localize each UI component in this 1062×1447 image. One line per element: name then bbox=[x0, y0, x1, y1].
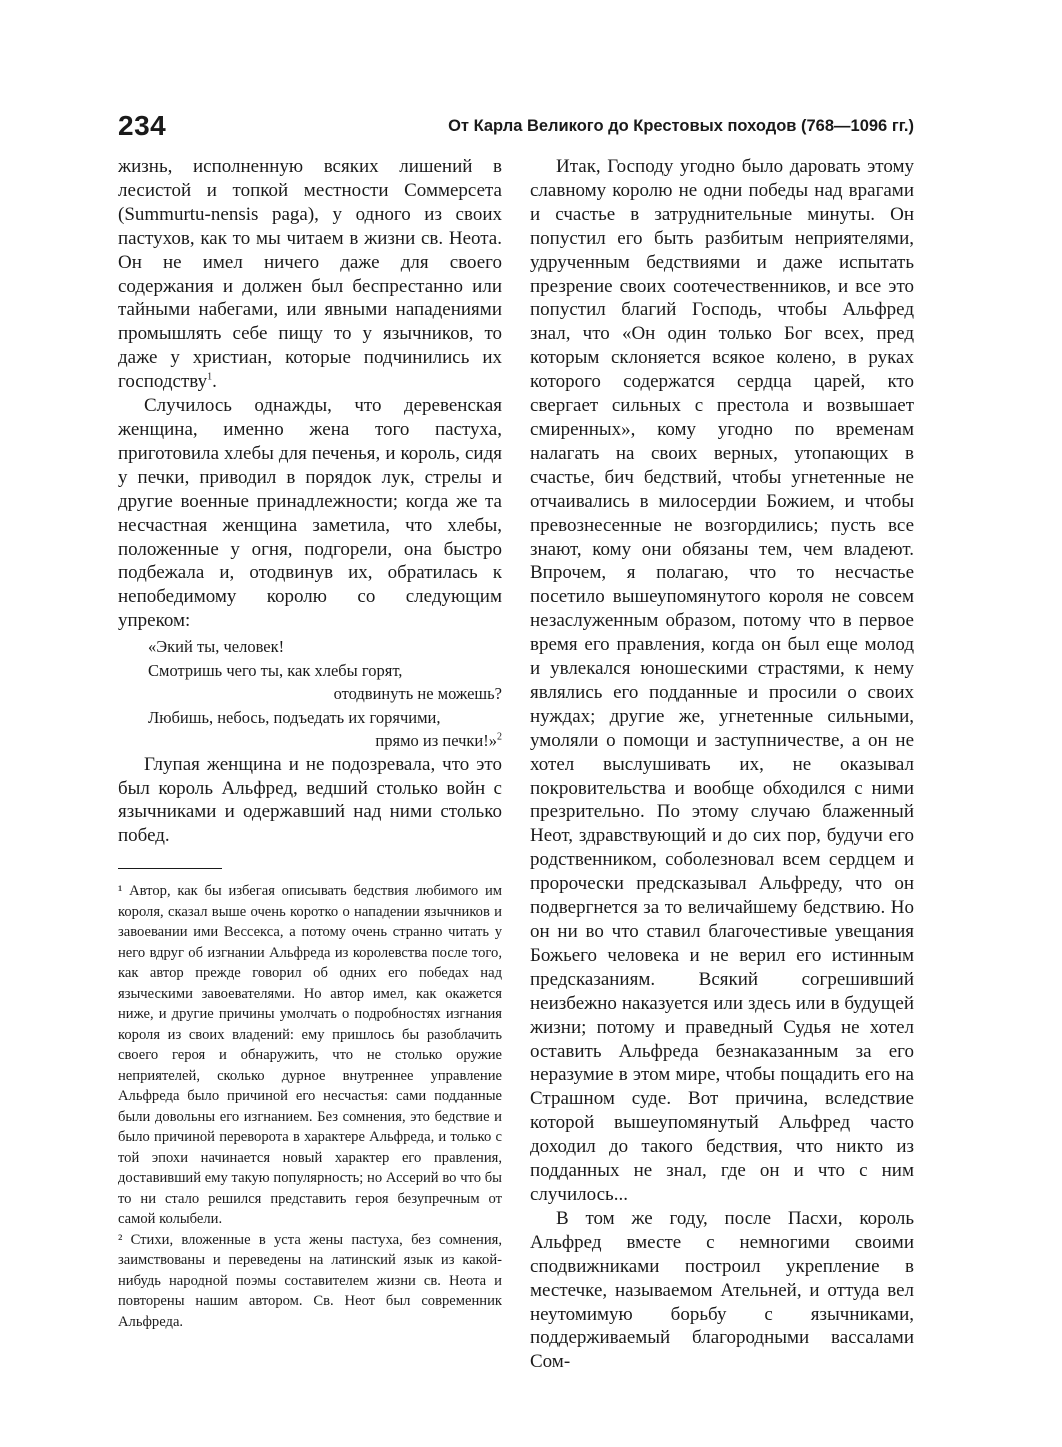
footnote-divider bbox=[118, 868, 222, 869]
paragraph: В том же году, после Пасхи, король Альфред вместе с немногими своими сподвижниками построил укрепление в местечке, называемом Ательней, и оттуда вел неутомимую борьбу с язычниками, поддерживаемый благородными вассалами Сом- bbox=[530, 1207, 914, 1373]
running-title: От Карла Великого до Крестовых походов (768—1096 гг.) bbox=[448, 117, 914, 135]
verse-text: прямо из печки!» bbox=[375, 731, 497, 751]
verse-line: Смотришь чего ты, как хлебы горят, bbox=[148, 660, 403, 680]
paragraph: Случилось однажды, что деревенская женщина, именно жена того пастуха, приготовила хлебы для печенья, и король, сидя у печки, приводил в порядок лук, стрелы и другие военные принадлежности; когда же та несчастная женщина заметила, что хлебы, положенные у огня, подгорели, она быстро подбежала и, отодвинув их, обратилась к непобедимому королю со следующим упреком: bbox=[118, 395, 502, 632]
paragraph: жизнь, исполненную всяких лишений в лесистой и топкой местности Соммерсета (Summurtu-nensis paga), у одного из своих пастухов, как то мы читаем в жизни св. Неота. Он не имел ничего даже для своего содержания и должен был беспрестанно или тайными набегами, или явными нападениями промышлять себе пищу то у язычников, то даже у христиан, которые подчинились их господству$^1$. bbox=[118, 156, 502, 393]
left-column bbox=[118, 155, 502, 1332]
paragraph-text: жизнь, исполненную всяких лишений в лесистой и топкой местности Соммерсета (Summurtu-nensis paga), у одного из своих пастухов, как то мы читаем в жизни св. Неота. Он не имел ничего даже для своего содержания и должен был беспрестанно или тайными набегами, или явными нападениями промышлять себе пищу то у язычников, то даже у христиан, которые подчинились их господству bbox=[118, 156, 502, 393]
verse-block bbox=[118, 635, 502, 753]
paragraph: Итак, Господу угодно было даровать этому славному королю не одни победы над врагами и счастье в затруднительные минуты. Он попустил его быть разбитым неприятелями, удрученным бедствиями и даже испытать презрение своих соотечественников, и все это попустил благий Господь, чтобы Альфред знал, что «Он один только Бог всех, пред которым склоняется всякое колено, в руках которого содержатся сердца царей, кто свергает сильных с престола и возвышает смиренных», кому угодно по временам налагать на своих верных, утопающих в счастье, бич бедствий, чтобы угнетенные не отчаивались в милосердии Божием, и чтобы превознесенные не возгордились; пусть все знают, кому они обязаны тем, чем владеют. Впрочем, я полагаю, что то несчастье посетило вышеупомянутого короля не совсем незаслуженным образом, потому что в первое время его правления, когда он был еще молод и увлекался юношескими страстями, к нему являлись его подданные и просили о своих нуждах; другие же, угнетенные сильными, умоляли о помощи и заступничестве, а он не хотел выслушивать их, не оказывал покровительства и вообще обходился с ними презрительно. По этому случаю блаженный Неот, здравствующий и до сих пор, будучи его родственником, соболезновал всем сердцем и пророчески предсказывал Альфреду, что он подвергнется за то величайшему бедствию. Но он ни во что ставил благочестивые увещания Божьего человека и не верил его истинным предсказаниям. Всякий согрешивший неизбежно наказуется или здесь или в будущей жизни; потому и праведный Судья не хотел оставить Альфреда безнаказанным за его неразумие в этом мире, чтобы пощадить его на Страшном суде. Вот причина, вследствие которой вышеупомянутый Альфред часто доходил до такого бедствия, что никто из подданных не знал, где он и что с ним случилось... bbox=[530, 156, 914, 1205]
verse-line: Любишь, небось, подъедать их горячими, bbox=[148, 707, 441, 727]
paragraph: Глупая женщина и не подозревала, что это был король Альфред, ведший столько войн с язычниками и одержавший над ними столько побед. bbox=[118, 753, 502, 847]
footnote: ² Стихи, вложенные в уста жены пастуха, без сомнения, заимствованы и переведены на латинский язык из какой-нибудь народной поэмы составителем жизни св. Неота и повторены нашим автором. Св. Неот был современник Альфреда. bbox=[118, 1231, 502, 1330]
verse-line: отодвинуть не можешь? bbox=[333, 684, 502, 704]
verse-line-last bbox=[118, 729, 502, 753]
page-number: 234 bbox=[118, 110, 167, 141]
verse-line: «Экий ты, человек! bbox=[148, 637, 285, 657]
footnote: ¹ Автор, как бы избегая описывать бедствия любимого им короля, сказал выше очень коротко о нападении язычников и завоевании ими Вессекса, а потому очень странно читать у него вдруг об изгнании Альфреда из королевства после того, как автор прежде говорил об одних его победах над языческими завоевателями. Но автор имел, как окажется ниже, и другие причины умолчать о подробностях изгнания короля из своих владений: ему пришлось бы разоблачить своего героя и обнаружить, что не столько оружие неприятелей, сколько дурное внутреннее управление Альфреда было причиной его несчастья: сами подданные были довольны его изгнанием. Без сомнения, это бедствие и было причиной переворота в характере Альфреда, и только с той эпохи начинается новый характер его правления, доставивший ему такую популярность; но Ассерий во что бы то ни стало решился представить героя безупречным от самой колыбели. bbox=[118, 883, 502, 1228]
footnote-ref: 1 bbox=[207, 371, 213, 383]
footnote-ref: 2 bbox=[497, 731, 502, 743]
right-column bbox=[530, 155, 914, 1374]
